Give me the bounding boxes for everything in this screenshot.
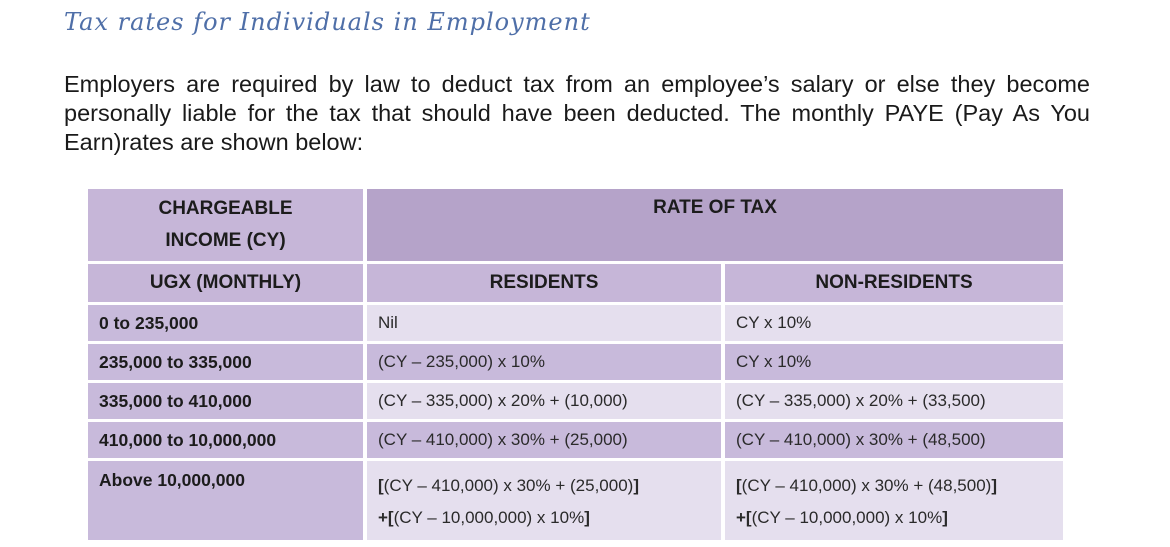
residents-rate-line2: +[(CY – 10,000,000) x 10%]: [378, 508, 590, 527]
residents-rate: (CY – 335,000) x 20% + (10,000): [367, 383, 721, 419]
non-residents-rate-line2: +[(CY – 10,000,000) x 10%]: [736, 508, 948, 527]
income-band: 335,000 to 410,000: [88, 383, 363, 419]
non-residents-rate: CY x 10%: [725, 344, 1063, 380]
residents-rate-line1: [(CY – 410,000) x 30% + (25,000)]: [378, 476, 639, 495]
chargeable-header-line1: CHARGEABLE: [158, 198, 293, 219]
table-row: [88, 422, 1063, 458]
table-row: [88, 344, 1063, 380]
residents-rate: (CY – 235,000) x 10%: [367, 344, 721, 380]
non-residents-rate: (CY – 335,000) x 20% + (33,500): [725, 383, 1063, 419]
ugx-monthly-header: UGX (MONTHLY): [88, 264, 363, 302]
non-residents-rate: (CY – 410,000) x 30% + (48,500): [725, 422, 1063, 458]
residents-rate: (CY – 410,000) x 30% + (25,000): [367, 422, 721, 458]
non-residents-rate-line1: [(CY – 410,000) x 30% + (48,500)]: [736, 476, 997, 495]
tax-rates-table: [84, 186, 1067, 543]
chargeable-income-header: [88, 189, 363, 261]
table-subheader-row: [88, 264, 1063, 302]
non-residents-rate: [725, 461, 1063, 540]
non-residents-rate: CY x 10%: [725, 305, 1063, 341]
chargeable-header-line2: INCOME (CY): [165, 230, 286, 251]
table-header-row: [88, 189, 1063, 261]
residents-rate: Nil: [367, 305, 721, 341]
income-band: 0 to 235,000: [88, 305, 363, 341]
intro-paragraph: Employers are required by law to deduct tax from an employee’s salary or else they become personally liable for the tax that should have been deducted. The monthly PAYE (Pay As You Earn)rates are shown below:: [64, 71, 1090, 155]
residents-header: RESIDENTS: [367, 264, 721, 302]
table-row: [88, 461, 1063, 540]
non-residents-header: NON-RESIDENTS: [725, 264, 1063, 302]
residents-rate: [367, 461, 721, 540]
page-title: Tax rates for Individuals in Employment: [64, 8, 591, 36]
income-band: 235,000 to 335,000: [88, 344, 363, 380]
table-row: [88, 305, 1063, 341]
income-band: 410,000 to 10,000,000: [88, 422, 363, 458]
rate-of-tax-header: RATE OF TAX: [367, 189, 1063, 261]
table-row: [88, 383, 1063, 419]
income-band: Above 10,000,000: [88, 461, 363, 540]
